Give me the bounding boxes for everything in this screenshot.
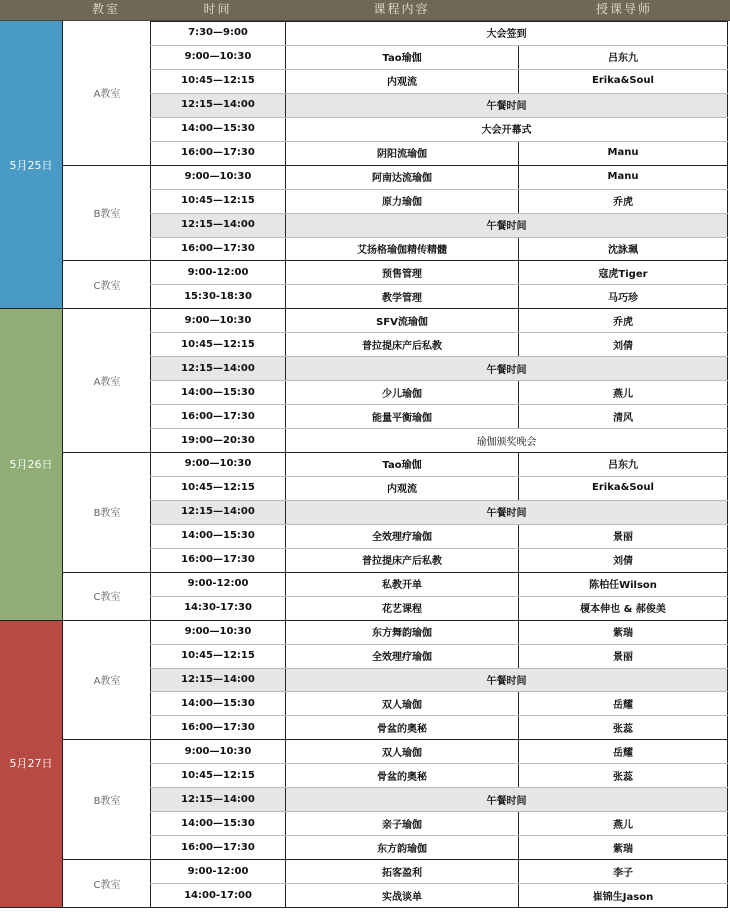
table-row (150, 715, 728, 739)
teacher-cell: 景丽 (518, 524, 728, 548)
time-cell: 12:15—14:00 (150, 787, 285, 811)
time-cell: 10:45—12:15 (150, 332, 285, 356)
event-cell: 瑜伽颁奖晚会 (285, 428, 728, 452)
course-cell: 实战谈单 (285, 883, 518, 907)
lunch-label: 午餐时间 (285, 356, 728, 380)
time-cell: 19:00—20:30 (150, 428, 285, 452)
teacher-cell: Manu (518, 141, 728, 165)
teacher-cell: 马巧珍 (518, 284, 728, 308)
time-cell: 16:00—17:30 (150, 237, 285, 261)
teacher-cell: 景丽 (518, 644, 728, 668)
course-cell: 骨盆的奥秘 (285, 763, 518, 787)
teacher-cell: 张蕊 (518, 763, 728, 787)
time-cell: 16:00—17:30 (150, 404, 285, 428)
time-cell: 15:30-18:30 (150, 284, 285, 308)
time-cell: 7:30—9:00 (150, 21, 285, 45)
lunch-label: 午餐时间 (285, 668, 728, 692)
time-cell: 9:00—10:30 (150, 308, 285, 332)
teacher-cell: 乔虎 (518, 189, 728, 213)
row-divider (150, 213, 728, 214)
teacher-cell: Erika&Soul (518, 69, 728, 93)
course-cell: 少儿瑜伽 (285, 380, 518, 404)
teacher-cell: 刘倩 (518, 332, 728, 356)
lunch-row (150, 356, 728, 380)
row-divider (150, 404, 728, 405)
row-divider (150, 45, 728, 46)
time-cell: 10:45—12:15 (150, 644, 285, 668)
table-row (150, 260, 728, 284)
row-divider (150, 141, 728, 142)
table-row (150, 596, 728, 620)
table-row (150, 21, 728, 45)
teacher-cell: 乔虎 (518, 308, 728, 332)
row-divider (150, 476, 728, 477)
lunch-row (150, 93, 728, 117)
event-cell: 大会签到 (285, 21, 728, 45)
time-cell: 14:00—15:30 (150, 524, 285, 548)
teacher-cell: 崔锦生Jason (518, 883, 728, 907)
row-divider (150, 237, 728, 238)
teacher-cell: 刘倩 (518, 548, 728, 572)
room-cell: C教室 (62, 572, 151, 620)
teacher-cell: 沈詠珮 (518, 237, 728, 261)
lunch-label: 午餐时间 (285, 500, 728, 524)
time-cell: 14:00—15:30 (150, 380, 285, 404)
course-cell: SFV流瑜伽 (285, 308, 518, 332)
row-divider (150, 787, 728, 788)
room-cell: C教室 (62, 859, 151, 907)
row-divider (150, 524, 728, 525)
time-cell: 16:00—17:30 (150, 715, 285, 739)
row-divider (150, 93, 728, 94)
lunch-row (150, 500, 728, 524)
table-row (150, 835, 728, 859)
table-row (150, 189, 728, 213)
course-cell: 私教开单 (285, 572, 518, 596)
row-divider (150, 117, 728, 118)
row-divider (150, 284, 728, 285)
table-row (150, 739, 728, 763)
teacher-cell: 吕东九 (518, 452, 728, 476)
teacher-cell: 张蕊 (518, 715, 728, 739)
time-cell: 14:00-17:00 (150, 883, 285, 907)
table-row (150, 332, 728, 356)
header-course: 课程内容 (373, 2, 430, 16)
teacher-cell: 寇虎Tiger (518, 260, 728, 284)
room-cell: B教室 (62, 739, 151, 859)
teacher-cell: 吕东九 (518, 45, 728, 69)
course-cell: 双人瑜伽 (285, 739, 518, 763)
row-divider (150, 21, 728, 22)
teacher-cell: 清风 (518, 404, 728, 428)
row-divider (150, 883, 728, 884)
table-row (150, 380, 728, 404)
time-cell: 12:15—14:00 (150, 500, 285, 524)
course-cell: Tao瑜伽 (285, 452, 518, 476)
table-row (150, 69, 728, 93)
lunch-label: 午餐时间 (285, 93, 728, 117)
lunch-label: 午餐时间 (285, 213, 728, 237)
table-row (150, 691, 728, 715)
course-cell: 普拉提床产后私教 (285, 332, 518, 356)
time-cell: 9:00—10:30 (150, 45, 285, 69)
teacher-cell: 岳耀 (518, 739, 728, 763)
table-row (150, 404, 728, 428)
time-cell: 12:15—14:00 (150, 668, 285, 692)
event-cell: 大会开幕式 (285, 117, 728, 141)
teacher-cell: 紫瑞 (518, 620, 728, 644)
lunch-row (150, 787, 728, 811)
time-cell: 14:00—15:30 (150, 811, 285, 835)
teacher-cell: Erika&Soul (518, 476, 728, 500)
table-row (150, 308, 728, 332)
course-cell: 普拉提床产后私教 (285, 548, 518, 572)
room-cell: B教室 (62, 165, 151, 261)
row-divider (150, 715, 728, 716)
time-cell: 9:00—10:30 (150, 620, 285, 644)
course-cell: 东方舞韵瑜伽 (285, 620, 518, 644)
table-row (150, 428, 728, 452)
row-divider (150, 189, 728, 190)
time-cell: 14:00—15:30 (150, 117, 285, 141)
lunch-row (150, 668, 728, 692)
time-cell: 10:45—12:15 (150, 763, 285, 787)
table-row (150, 237, 728, 261)
room-cell: C教室 (62, 260, 151, 308)
time-cell: 9:00-12:00 (150, 572, 285, 596)
table-row (150, 165, 728, 189)
time-cell: 10:45—12:15 (150, 476, 285, 500)
header-teacher: 授课导师 (595, 2, 652, 16)
room-cell: B教室 (62, 452, 151, 572)
date-cell: 5月26日 (0, 308, 62, 619)
lunch-label: 午餐时间 (285, 787, 728, 811)
course-cell: 全效理疗瑜伽 (285, 524, 518, 548)
row-divider (150, 380, 728, 381)
header-time: 时间 (203, 2, 232, 16)
row-divider (150, 428, 728, 429)
course-cell: 全效理疗瑜伽 (285, 644, 518, 668)
table-row (150, 117, 728, 141)
row-divider (150, 500, 728, 501)
row-divider (150, 763, 728, 764)
course-cell: 原力瑜伽 (285, 189, 518, 213)
time-cell: 16:00—17:30 (150, 548, 285, 572)
table-row (150, 811, 728, 835)
course-cell: Tao瑜伽 (285, 45, 518, 69)
teacher-cell: 燕儿 (518, 380, 728, 404)
time-cell: 14:00—15:30 (150, 691, 285, 715)
teacher-cell: 陈柏任Wilson (518, 572, 728, 596)
course-cell: 花艺课程 (285, 596, 518, 620)
table-header (0, 0, 730, 21)
table-row (150, 763, 728, 787)
time-cell: 12:15—14:00 (150, 356, 285, 380)
time-cell: 10:45—12:15 (150, 69, 285, 93)
course-cell: 阿南达流瑜伽 (285, 165, 518, 189)
row-divider (150, 332, 728, 333)
row-divider (150, 811, 728, 812)
time-cell: 9:00-12:00 (150, 260, 285, 284)
teacher-cell: 李子 (518, 859, 728, 883)
course-cell: 艾扬格瑜伽精传精髓 (285, 237, 518, 261)
time-cell: 16:00—17:30 (150, 141, 285, 165)
table-row (150, 524, 728, 548)
teacher-cell: 紫瑞 (518, 835, 728, 859)
course-cell: 骨盆的奥秘 (285, 715, 518, 739)
table-row (150, 548, 728, 572)
course-cell: 能量平衡瑜伽 (285, 404, 518, 428)
time-cell: 9:00—10:30 (150, 165, 285, 189)
course-cell: 阴阳流瑜伽 (285, 141, 518, 165)
table-row (150, 452, 728, 476)
row-divider (150, 835, 728, 836)
lunch-row (150, 213, 728, 237)
row-divider (150, 691, 728, 692)
course-cell: 拓客盈利 (285, 859, 518, 883)
date-cell: 5月27日 (0, 620, 62, 907)
row-divider (150, 596, 728, 597)
room-cell: A教室 (62, 21, 151, 165)
time-cell: 12:15—14:00 (150, 93, 285, 117)
row-divider (150, 548, 728, 549)
time-cell: 16:00—17:30 (150, 835, 285, 859)
table-row (150, 883, 728, 907)
course-cell: 东方韵瑜伽 (285, 835, 518, 859)
table-row (150, 859, 728, 883)
table-row (150, 141, 728, 165)
table-row (150, 476, 728, 500)
course-cell: 双人瑜伽 (285, 691, 518, 715)
row-divider (150, 356, 728, 357)
row-divider (150, 668, 728, 669)
room-cell: A教室 (62, 620, 151, 740)
room-cell: A教室 (62, 308, 151, 452)
course-cell: 亲子瑜伽 (285, 811, 518, 835)
course-cell: 预售管理 (285, 260, 518, 284)
date-cell: 5月25日 (0, 21, 62, 308)
footer-note (0, 908, 120, 916)
course-cell: 内观流 (285, 69, 518, 93)
time-cell: 12:15—14:00 (150, 213, 285, 237)
time-cell: 9:00—10:30 (150, 452, 285, 476)
table-row (150, 644, 728, 668)
course-cell: 内观流 (285, 476, 518, 500)
teacher-cell: 榎本伸也 & 郝俊美 (518, 596, 728, 620)
row-divider (150, 69, 728, 70)
course-cell: 教学管理 (285, 284, 518, 308)
header-room: 教室 (91, 2, 120, 16)
teacher-cell: Manu (518, 165, 728, 189)
table-row (150, 620, 728, 644)
table-row (150, 45, 728, 69)
teacher-cell: 岳耀 (518, 691, 728, 715)
teacher-cell: 燕儿 (518, 811, 728, 835)
row-divider (150, 644, 728, 645)
time-cell: 9:00-12:00 (150, 859, 285, 883)
time-cell: 14:30-17:30 (150, 596, 285, 620)
table-row (150, 572, 728, 596)
time-cell: 10:45—12:15 (150, 189, 285, 213)
time-cell: 9:00—10:30 (150, 739, 285, 763)
table-row (150, 284, 728, 308)
